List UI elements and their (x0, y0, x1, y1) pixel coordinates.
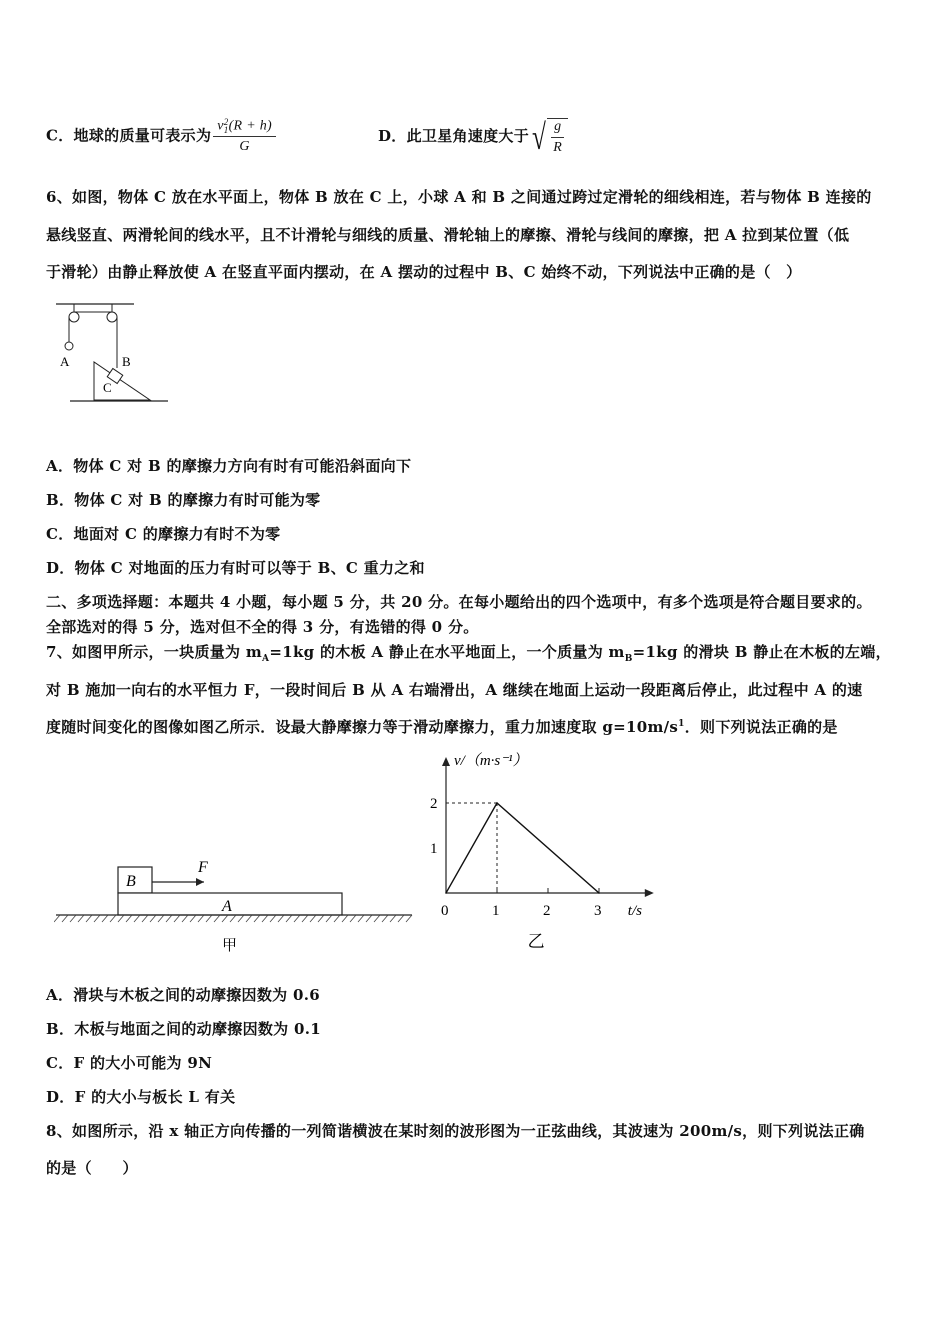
fig-caption-jia: 甲 (222, 938, 238, 954)
data-point (445, 892, 447, 894)
x-tick-label: 0 (441, 903, 449, 919)
force-label: F (198, 859, 208, 876)
pulley-left (69, 312, 79, 322)
pulley-right (107, 312, 117, 322)
label-c: C (103, 380, 112, 395)
x-axis-label: t/s (627, 903, 642, 919)
ground-hatching (54, 915, 412, 922)
q6-stem-line-2: 悬线竖直、两滑轮间的线水平，且不计滑轮与细线的质量、滑轮轴上的摩擦、滑轮与线间的摩擦，把 A 拉到某位置（低 (46, 226, 850, 244)
q6-option-b: B．物体 C 对 B 的摩擦力有时可能为零 (46, 491, 321, 509)
q7-vt-chart (420, 748, 660, 958)
q6-pulley-figure (50, 296, 180, 408)
q7-figure-jia (54, 858, 416, 958)
q6-option-d: D．物体 C 对地面的压力有时可以等于 B、C 重力之和 (46, 559, 425, 577)
x-tick-label: 3 (594, 903, 602, 919)
q7-option-c: C．F 的大小可能为 9N (46, 1054, 213, 1072)
section2-line-2: 全部选对的得 5 分，选对但不全的得 3 分，有选错的得 0 分。 (46, 618, 479, 636)
chart-marks (445, 802, 600, 894)
y-axis-arrow (442, 757, 450, 766)
q6-stem-line-1: 6、如图，物体 C 放在水平面上，物体 B 放在 C 上，小球 A 和 B 之间通过跨过定滑轮的细线相连，若与物体 B 连接的 (46, 188, 872, 206)
data-point (496, 802, 498, 804)
x-tick-label: 2 (543, 903, 551, 919)
x-tick-label: 1 (492, 903, 500, 919)
svg-text:B: B (126, 873, 136, 890)
q8-stem-line-1: 8、如图所示，沿 x 轴正方向传播的一列简谐横波在某时刻的波形图为一正弦曲线，其波速为 200m/s，则下列说法正确 (46, 1122, 865, 1140)
data-point (598, 892, 600, 894)
y-tick-label: 2 (430, 796, 438, 812)
q5-option-d: D．此卫星角速度大于 √ g R (378, 118, 568, 156)
velocity-line (446, 803, 599, 893)
q5-option-c: C．地球的质量可表示为 v 2 1 (R + h) G (46, 118, 276, 155)
q7-stem-line-3: 度随时间变化的图像如图乙所示．设最大静摩擦力等于滑动摩擦力，重力加速度取 $g=10m/s^1$．则下列说法正确的是 (46, 718, 838, 736)
y-axis-label: v/（m·s⁻¹） (454, 753, 528, 769)
chart-axes (430, 752, 654, 951)
ball-a (65, 342, 73, 350)
q7-stem-line-2: 对 B 施加一向右的水平恒力 F，一段时间后 B 从 A 右端滑出，A 继续在地面上运动一段距离后停止，此过程中 A 的速 (46, 681, 863, 699)
fig-caption-yi: 乙 (527, 932, 545, 951)
q7-option-b: B．木板与地面之间的动摩擦因数为 0.1 (46, 1020, 321, 1038)
q6-option-c: C．地面对 C 的摩擦力有时不为零 (46, 525, 281, 543)
q7-stem-line-1: 7、如图甲所示，一块质量为 $m_A=1kg$ 的木板 A 静止在水平地面上，一个质量为 $m_B=1kg$ 的滑块 B 静止在木板的左端， (46, 643, 891, 664)
section2-line-1: 二、多项选择题：本题共 4 小题，每小题 5 分，共 20 分。在每小题给出的四个选项中，有多个选项是符合题目要求的。 (46, 593, 872, 611)
q7-option-d: D．F 的大小与板长 L 有关 (46, 1088, 236, 1106)
q6-option-a: A．物体 C 对 B 的摩擦力方向有时有可能沿斜面向下 (46, 457, 412, 475)
svg-text:A: A (222, 898, 232, 915)
q7-option-a: A．滑块与木板之间的动摩擦因数为 0.6 (46, 986, 320, 1004)
mass-formula: v 2 1 (R + h) G (213, 118, 276, 155)
label-a: A (60, 354, 70, 369)
q6-stem-line-3: 于滑轮）由静止释放使 A 在竖直平面内摆动，在 A 摆动的过程中 B、C 始终不动，下列说法中正确的是（ ） (46, 263, 802, 281)
x-axis-arrow (645, 889, 654, 897)
q8-stem-line-2: 的是（ ） (46, 1159, 138, 1177)
y-tick-label: 1 (430, 841, 438, 857)
angular-velocity-formula: √ g R (529, 118, 568, 156)
label-b: B (122, 354, 131, 369)
